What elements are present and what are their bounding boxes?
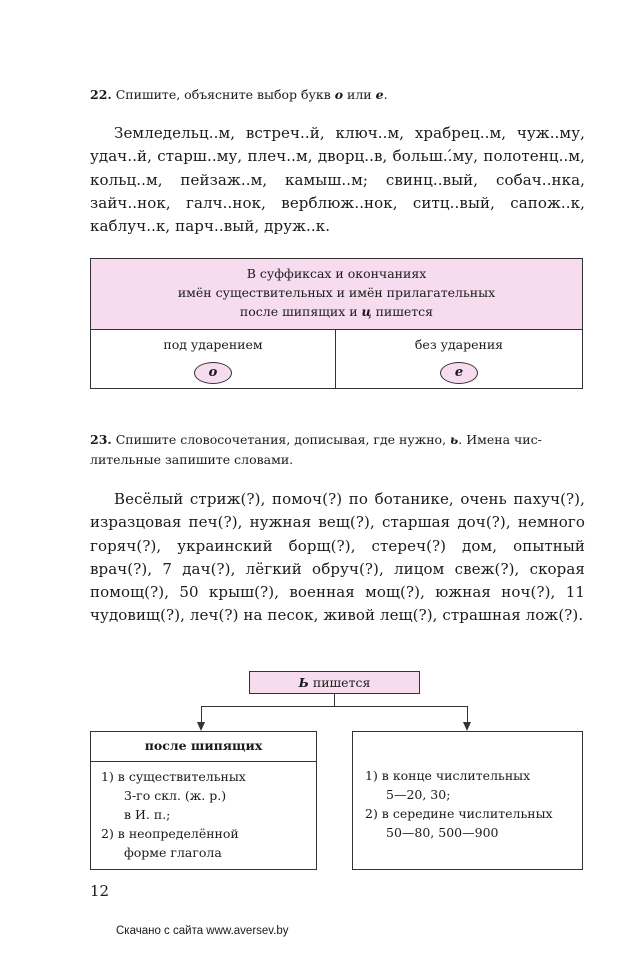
rule-table [90,258,583,389]
letter-e-oval: е [440,362,478,384]
letter-o-oval: о [194,362,232,384]
rule-col-unstressed: без ударения е [336,330,582,388]
scheme-box-numerals: 1) в конце числительных 5—20, 30; 2) в середине числительных 50—80, 500—900 [352,731,583,870]
arrow-down-right-icon [463,722,471,731]
rule-col-stressed: под ударением о [91,330,335,388]
connector-horizontal [201,706,468,707]
connector-left [201,706,202,723]
rule-table-header: В суффиксах и окончаниях имён существительных и имён прилагательных после шипящих и ц пишется [91,259,582,330]
page-number: 12 [90,882,110,900]
scheme-box-head: после шипящих [91,732,316,762]
task-22-number: 22. [90,87,112,102]
scheme-title: Ь пишется [249,671,420,694]
connector-right [467,706,468,723]
task-22-text: Земледельц..м, встреч..й, ключ..м, храбрец..м, чуж..му, удач..й, старш..му, плеч..м, дворц..в, больш..́му, полотенц..м, кольц..м, пейзаж..м, камыш..м; свинц..вый, собач..нка, зайч..нок, галч..нок, верблюж..нок, ситц..вый, сапож..к, каблуч..к, парч..вый, друж..к. [90,124,585,236]
task-22-instruction: 22. Спишите, объясните выбор букв о или е. [90,87,388,102]
footer-source: Скачано с сайта www.aversev.by [116,925,289,937]
task-23-text: Весёлый стриж(?), помоч(?) по ботанике, очень пахуч(?), изразцовая печ(?), нужная вещ(?), старшая доч(?), немного горяч(?), украинский борщ(?), стереч(?) дом, опытный врач(?), 7 дач(?), лёгкий обруч(?), лицом свеж(?), скорая помощ(?), 50 крыш(?), военная мощ(?), южная ноч(?), 11 чудовищ(?), леч(?) на песок, живой лещ(?), страшная лож(?). [90,490,585,625]
arrow-down-left-icon [197,722,205,731]
task-23-instruction: 23. Спишите словосочетания, дописывая, где нужно, ь. Имена числительные запишите словами. [90,432,542,467]
task-23-number: 23. [90,432,112,447]
scheme-box-after-sibilants: после шипящих 1) в существительных 3-го скл. (ж. р.) в И. п.; 2) в неопределённой форме глагола [90,731,317,870]
connector-vertical [334,694,335,706]
